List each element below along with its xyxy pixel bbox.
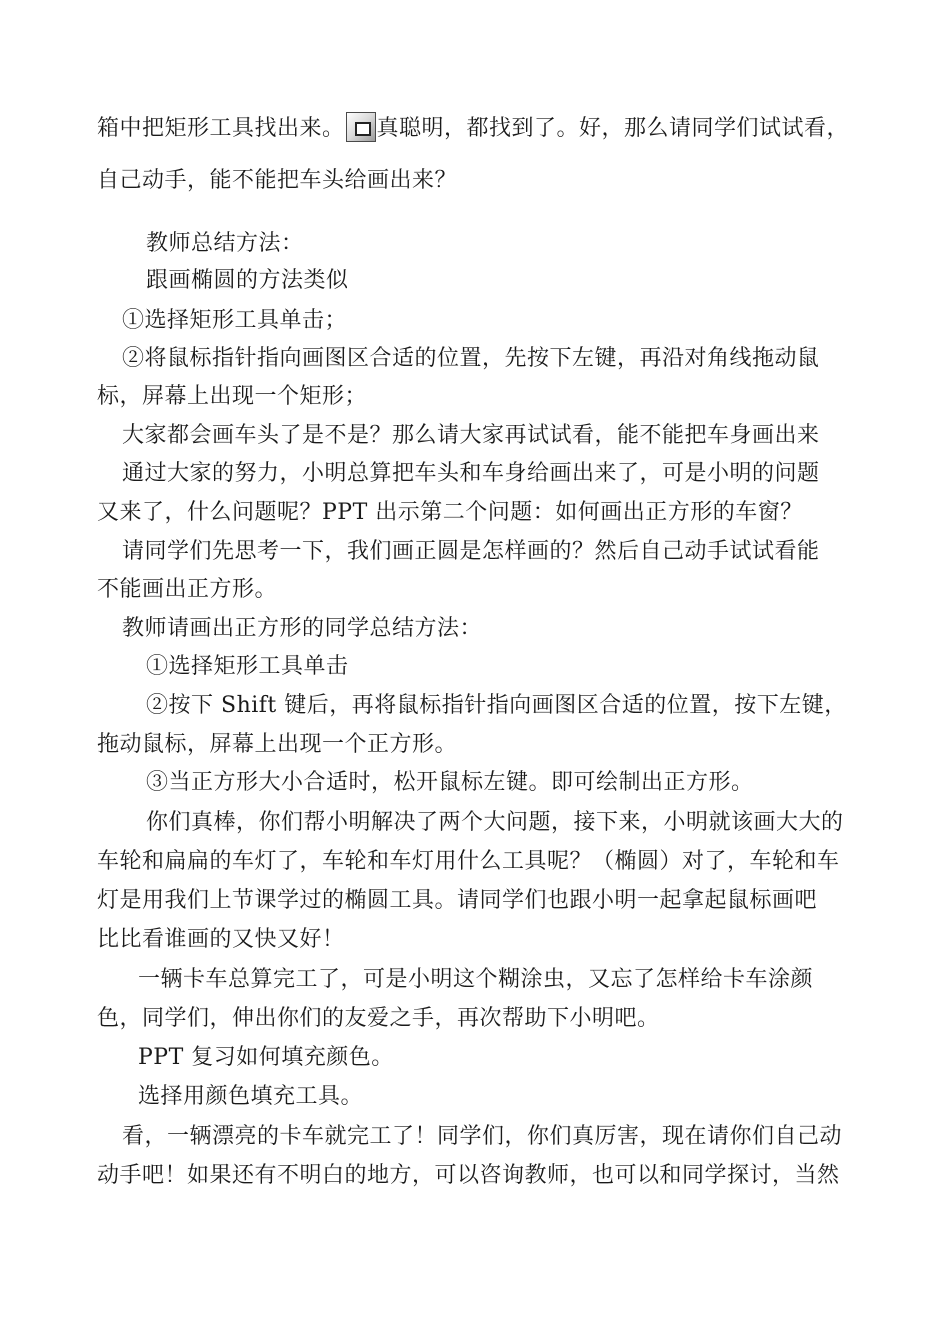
- list-item: ②按下 Shift 键后，再将鼠标指针指向画图区合适的位置，按下左键，: [146, 693, 847, 718]
- paragraph-line: 色，同学们，伸出你们的友爱之手，再次帮助下小明吧。: [97, 1006, 660, 1031]
- paragraph-line: 你们真棒，你们帮小明解决了两个大问题，接下来，小明就该画大大的: [146, 810, 844, 835]
- line-text: 箱中把矩形工具找出来。: [97, 116, 345, 141]
- paragraph-line: 又来了，什么问题呢？PPT 出示第二个问题：如何画出正方形的车窗？: [97, 500, 803, 525]
- paragraph-line: 跟画椭圆的方法类似: [146, 268, 349, 293]
- paragraph-line: 选择用颜色填充工具。: [138, 1084, 364, 1109]
- paragraph-line: 看，一辆漂亮的卡车就完工了！同学们，你们真厉害，现在请你们自己动: [122, 1124, 843, 1149]
- section-heading: 教师请画出正方形的同学总结方法：: [122, 616, 483, 641]
- paragraph-line: 动手吧！如果还有不明白的地方，可以咨询教师，也可以和同学探讨，当然: [97, 1163, 840, 1188]
- list-item: ③当正方形大小合适时，松开鼠标左键。即可绘制出正方形。: [146, 770, 754, 795]
- paragraph-line: PPT 复习如何填充颜色。: [138, 1045, 394, 1070]
- paragraph-line: 车轮和扁扁的车灯了，车轮和车灯用什么工具呢？（椭圆）对了，车轮和车: [97, 849, 840, 874]
- paragraph-line: 不能画出正方形。: [97, 577, 278, 602]
- list-item: ①选择矩形工具单击；: [122, 308, 348, 333]
- line-text: 真聪明，都找到了。好，那么请同学们试试看，: [376, 116, 850, 141]
- list-item: ②将鼠标指针指向画图区合适的位置，先按下左键，再沿对角线拖动鼠: [122, 346, 820, 371]
- paragraph-line: 通过大家的努力，小明总算把车头和车身给画出来了，可是小明的问题: [122, 461, 820, 486]
- paragraph-line: 比比看谁画的又快又好！: [97, 927, 345, 952]
- paragraph-line: 拖动鼠标，屏幕上出现一个正方形。: [97, 732, 458, 757]
- paragraph-line: 灯是用我们上节课学过的椭圆工具。请同学们也跟小明一起拿起鼠标画吧: [97, 888, 818, 913]
- section-heading: 教师总结方法：: [146, 231, 304, 256]
- paragraph-line: 请同学们先思考一下，我们画正圆是怎样画的？然后自己动手试试看能: [122, 539, 820, 564]
- paragraph-line: [97, 112, 867, 144]
- list-item: ①选择矩形工具单击: [146, 654, 349, 679]
- rectangle-tool-icon: [346, 112, 376, 142]
- paragraph-line: 标，屏幕上出现一个矩形；: [97, 384, 368, 409]
- paragraph-line: 一辆卡车总算完工了，可是小明这个糊涂虫，又忘了怎样给卡车涂颜: [138, 967, 814, 992]
- paragraph-line: 自己动手，能不能把车头给画出来？: [97, 168, 458, 193]
- paragraph-line: 大家都会画车头了是不是？那么请大家再试试看，能不能把车身画出来: [122, 423, 820, 448]
